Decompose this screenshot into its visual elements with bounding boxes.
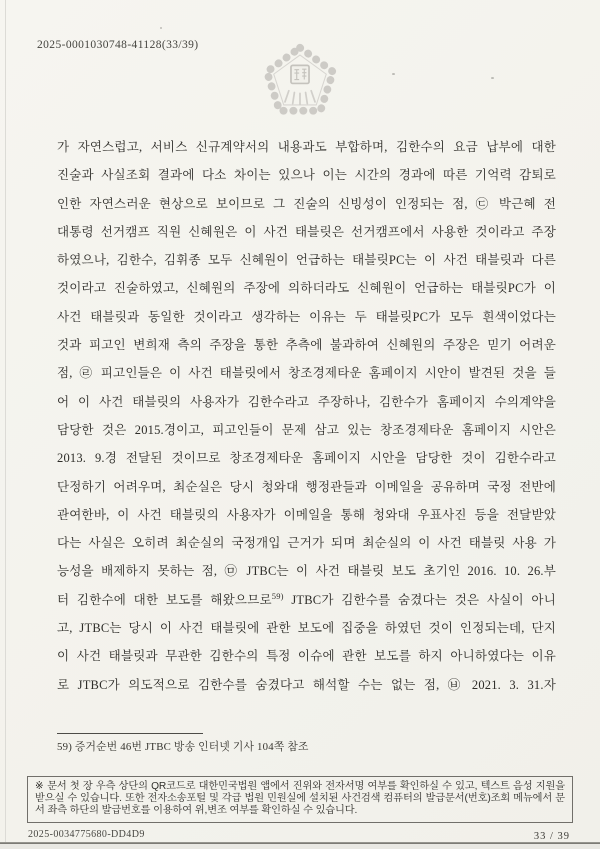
judgment-body-text (57, 133, 556, 699)
body-line: 담당한 것은 2015.경이고, 피고인들이 문제 삼고 있는 창조경제타운 홈페이지 시안은 (57, 422, 556, 437)
body-line: 진술과 사실조회 결과에 다소 차이는 있으나 이는 시간의 경과에 따른 기억력 감퇴로 (57, 168, 556, 183)
scan-speck (392, 73, 395, 75)
page-number: 33 / 39 (533, 831, 570, 842)
scan-edge-left (5, 0, 6, 843)
body-line: 대통령 선거캠프 직원 신혜원은 이 사건 태블릿은 선거캠프에서 사용한 것이라고 주장 (57, 224, 556, 239)
footnote-text: 59) 증거순번 46번 JTBC 방송 인터넷 기사 104쪽 참조 (57, 741, 309, 753)
footnote-ref-marker: 59) (271, 590, 284, 601)
verification-notice-text: ※ 문서 첫 장 우측 상단의 QR코드로 대한민국법원 앱에서 진위와 전자서명 여부를 확인하실 수 있고, 텍스트 음성 지원을 받으실 수 있습니다. 또한 전자소송포털 및 각급 법원 민원실에 설치된 사건검색 컴퓨터의 발급문서(번호)조회 메뉴에서 문서 좌측 하단의 발급번호를 이용하여 위,변조 여부를 확인하실 수 있습니다. (35, 781, 565, 816)
body-line-text: JTBC가 김한수를 숨겼다는 것은 사실이 아니 (291, 592, 556, 607)
body-line: 사건 태블릿과 동일한 것이라고 생각하는 이유는 두 태블릿PC가 모두 흰색이었다는 (57, 309, 556, 324)
body-line: 단정하기 어려우며, 최순실은 당시 청와대 행정관들과 이메일을 공유하며 국정 전반에 (57, 479, 556, 494)
scan-speck (160, 27, 162, 29)
body-line: 관여한바, 이 사건 태블릿의 사용자가 이메일을 통해 청와대 우표사진 등을 전달받았 (57, 507, 556, 522)
scan-speck (491, 77, 494, 79)
issuance-number: 2025-0034775680-DD4D9 (28, 829, 145, 840)
footnote-divider (57, 733, 203, 734)
body-line: 인한 자연스러운 현상으로 보이므로 그 진술의 신빙성이 인정되는 점, ㉢ 박근혜 전 (57, 196, 556, 211)
body-line: 로 JTBC가 의도적으로 김한수를 숨겼다고 해석할 수는 없는 점, ㉥ 2021. 3. 31.자 (57, 677, 556, 692)
body-line: 어 이 사건 태블릿의 사용자가 김한수라고 주장하나, 김한수가 홈페이지 수의계약을 (57, 394, 556, 409)
body-line: 2013. 9.경 전달된 것이므로 창조경제타운 홈페이지 시안을 담당한 것이 김한수라고 (57, 451, 556, 466)
body-line-text: 터 김한수에 대한 보도를 해왔으므로 (57, 592, 272, 607)
court-seal-icon (257, 40, 343, 126)
body-line: 가 자연스럽고, 서비스 신규계약서의 내용과도 부합하며, 김한수의 요금 납부에 대한 (57, 140, 556, 154)
body-line: 고, JTBC는 당시 이 사건 태블릿에 관한 보도에 집중을 하였던 것이 인정되는데, 단지 (57, 621, 556, 636)
body-line: 것과 피고인 변희재 측의 주장을 통한 추측에 불과하여 신혜원의 주장은 믿기 어려운 (57, 338, 556, 353)
body-line: 이 사건 태블릿과 무관한 김한수의 특정 이슈에 관한 보도를 하지 아니하였다는 이유 (57, 649, 556, 664)
body-line-with-footnote-ref (57, 586, 556, 614)
document-id: 2025-0001030748-41128(33/39) (37, 39, 199, 51)
scan-edge-bottom-margin (0, 844, 600, 849)
body-line: 다는 사실은 오히려 최순실의 국정개입 근거가 되며 최순실의 이 사건 태블릿 사용 가 (57, 536, 556, 551)
body-line: 점, ㉣ 피고인들은 이 사건 태블릿에서 창조경제타운 홈페이지 시안이 발견된 것을 들 (57, 366, 556, 381)
body-line: 능성을 배제하지 못하는 점, ㉤ JTBC는 이 사건 태블릿 보도 초기인 2016. 10. 26.부 (57, 564, 556, 579)
body-line: 하였으나, 김한수, 김휘종 모두 신혜원이 언급하는 태블릿PC는 이 사건 태블릿과 다른 (57, 253, 556, 268)
body-line: 것이라고 진술하였고, 신혜원의 주장에 의하더라도 신혜원이 언급하는 태블릿PC가 이 (57, 281, 556, 296)
verification-notice-box (27, 776, 573, 823)
